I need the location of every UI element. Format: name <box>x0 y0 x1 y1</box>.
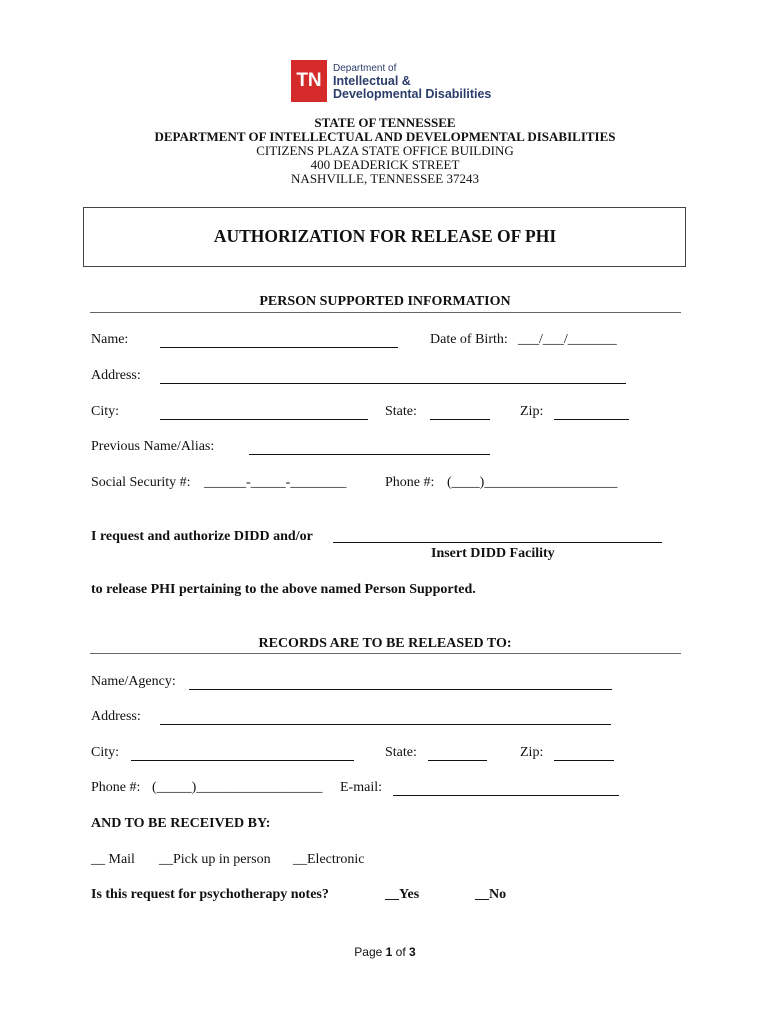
logo-line-1: Department of <box>333 63 397 74</box>
page-title: AUTHORIZATION FOR RELEASE OF PHI <box>213 226 557 246</box>
state-label: State: <box>385 404 417 419</box>
agency-field[interactable] <box>189 689 612 690</box>
recipient-state-field[interactable] <box>428 760 487 761</box>
section-rule <box>90 312 681 313</box>
recipient-address-field[interactable] <box>160 724 611 725</box>
recipient-address-label: Address: <box>91 709 141 724</box>
recipient-phone-field[interactable]: (_____)__________________ <box>152 780 323 795</box>
release-statement: to release PHI pertaining to the above named Person Supported. <box>91 582 476 597</box>
recipient-zip-field[interactable] <box>554 760 614 761</box>
page-number <box>0 945 770 959</box>
tn-logo-badge: TN <box>291 60 327 102</box>
authorization-statement: I request and authorize DIDD and/or <box>91 529 313 544</box>
email-field[interactable] <box>393 795 619 796</box>
page-total: 3 <box>409 945 416 959</box>
address-field[interactable] <box>160 383 626 384</box>
alias-label: Previous Name/Alias: <box>91 439 215 454</box>
psychotherapy-no-option[interactable]: __No <box>475 887 507 902</box>
department-logo-text <box>333 62 491 101</box>
phone-label: Phone #: <box>385 475 435 490</box>
psychotherapy-yes-option[interactable]: __Yes <box>385 887 420 902</box>
recipient-city-label: City: <box>91 745 120 760</box>
header-city: NASHVILLE, TENNESSEE 37243 <box>291 171 479 186</box>
dob-field[interactable]: ___/___/_______ <box>518 332 617 347</box>
ssn-field[interactable]: ______-_____-________ <box>204 475 347 490</box>
agency-label: Name/Agency: <box>91 674 176 689</box>
header-state: STATE OF TENNESSEE <box>314 115 456 130</box>
logo-line-3: Developmental Disabilities <box>333 87 492 101</box>
email-label: E-mail: <box>340 780 382 795</box>
recipient-state-label: State: <box>385 745 417 760</box>
state-field[interactable] <box>430 419 490 420</box>
phone-field[interactable]: (____)___________________ <box>447 475 618 490</box>
logo-line-2: Intellectual & <box>333 74 411 88</box>
delivery-pickup-option[interactable]: __Pick up in person <box>159 852 271 867</box>
city-field[interactable] <box>160 419 368 420</box>
recipient-zip-label: Zip: <box>520 745 544 760</box>
recipient-city-field[interactable] <box>131 760 354 761</box>
zip-label: Zip: <box>520 404 544 419</box>
person-section-heading: PERSON SUPPORTED INFORMATION <box>259 294 511 309</box>
of-word: of <box>395 945 406 959</box>
dob-label: Date of Birth: <box>430 332 508 347</box>
delivery-electronic-option[interactable]: __Electronic <box>293 852 365 867</box>
header-street: 400 DEADERICK STREET <box>310 157 460 172</box>
section-rule <box>90 653 681 654</box>
ssn-label: Social Security #: <box>91 475 191 490</box>
header-department: DEPARTMENT OF INTELLECTUAL AND DEVELOPMENTAL DISABILITIES <box>154 129 616 144</box>
recipient-phone-label: Phone #: <box>91 780 141 795</box>
page-word: Page <box>354 945 383 959</box>
psychotherapy-question: Is this request for psychotherapy notes? <box>91 887 329 902</box>
page-current: 1 <box>385 945 393 959</box>
recipient-section-heading: RECORDS ARE TO BE RELEASED TO: <box>258 636 512 651</box>
delivery-heading: AND TO BE RECEIVED BY: <box>91 816 271 831</box>
delivery-mail-option[interactable]: __ Mail <box>91 852 135 867</box>
header-building: CITIZENS PLAZA STATE OFFICE BUILDING <box>256 143 514 158</box>
facility-field[interactable] <box>333 542 662 543</box>
facility-caption: Insert DIDD Facility <box>431 546 555 561</box>
name-label: Name: <box>91 332 129 347</box>
name-field[interactable] <box>160 347 398 348</box>
address-label: Address: <box>91 368 141 383</box>
alias-field[interactable] <box>249 454 490 455</box>
zip-field[interactable] <box>554 419 629 420</box>
city-label: City: <box>91 404 120 419</box>
